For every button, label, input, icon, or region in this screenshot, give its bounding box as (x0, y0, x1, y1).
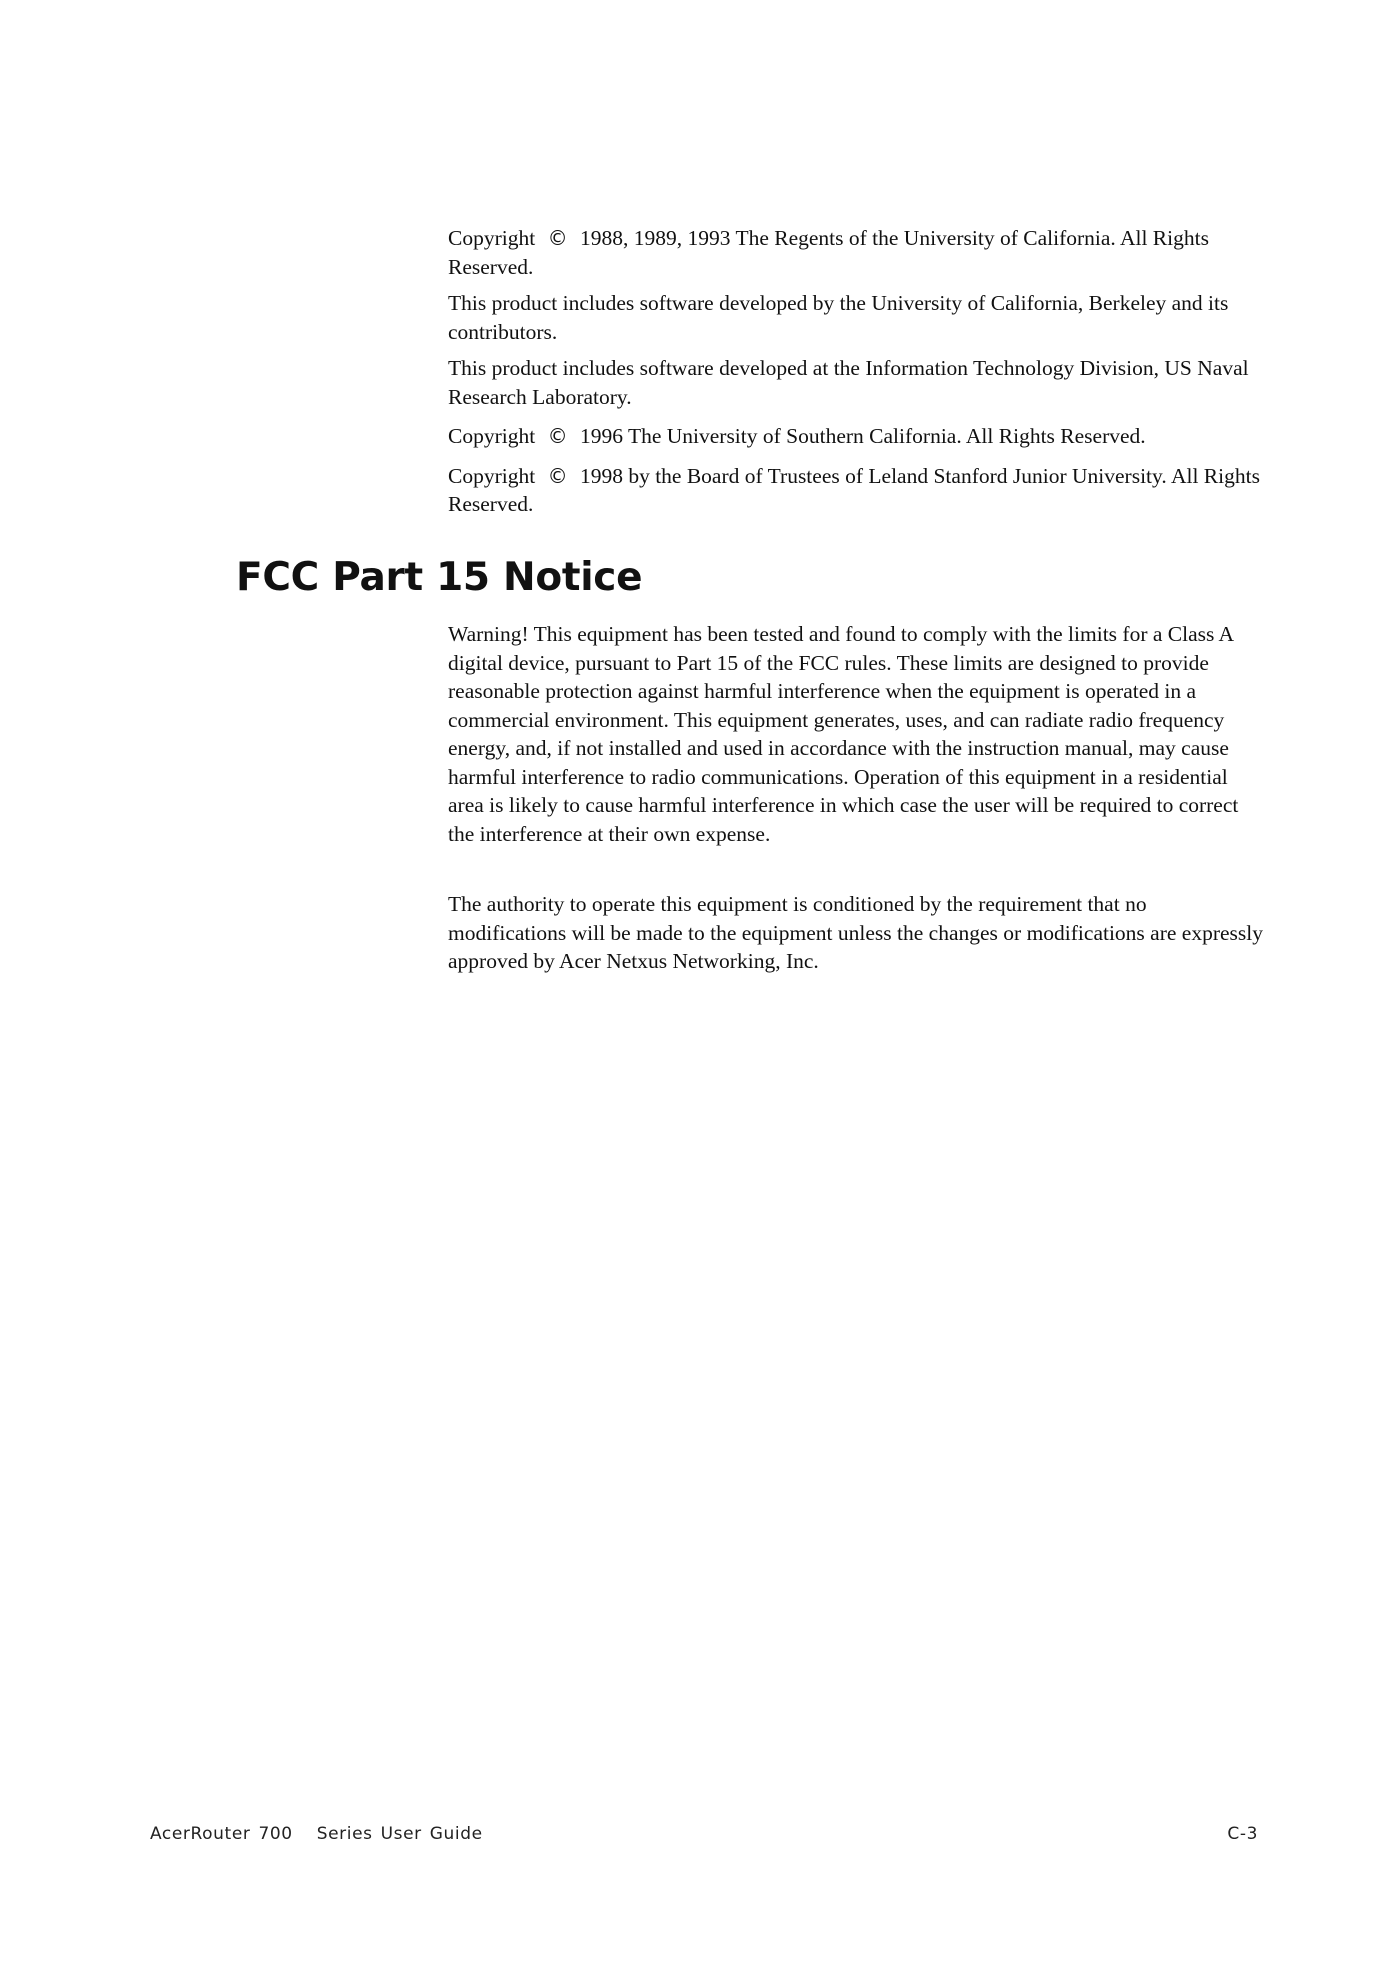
copyright-label: Copyright (448, 226, 536, 250)
copyright-notice-berkeley (448, 224, 1268, 281)
copyright-notice-usc (448, 422, 1268, 451)
copyright-text: 1998 by the Board of Trustees of Leland Stanford Junior University. All Rights Reserved. (448, 463, 1260, 516)
berkeley-attribution: This product includes software developed by the University of California, Berkeley and its contributors. (448, 291, 1229, 344)
copyright-symbol: © (547, 226, 568, 250)
copyright-notice-stanford (448, 462, 1268, 519)
fcc-notice-body (448, 620, 1268, 976)
fcc-warning-paragraph: Warning! This equipment has been tested and found to comply with the limits for a Class A digital device, pursuant to Part 15 of the FCC rules. These limits are designed to provide reasonable protection against harmful interference when the equipment is operated in a commercial environment. This equipment generates, uses, and can radiate radio frequency energy, and, if not installed and used in accordance with the instruction manual, may cause harmful interference to radio communications. Operation of this equipment in a residential area is likely to cause harmful interference in which case the user will be required to correct the interference at their own expense. (448, 622, 1239, 846)
copyright-symbol: © (547, 424, 568, 448)
fcc-authority-paragraph: The authority to operate this equipment is conditioned by the requirement that no modifications will be made to the equipment unless the changes or modifications are expressly approved by Acer Netxus Networking, Inc. (448, 892, 1263, 973)
section-heading-fcc: FCC Part 15 Notice (236, 555, 643, 600)
naval-research-attribution: This product includes software developed at the Information Technology Division, US Naval Research Laboratory. (448, 356, 1249, 409)
copyright-symbol: © (547, 463, 568, 488)
copyright-label: Copyright (448, 424, 536, 448)
footer-guide-title: AcerRouter 700 Series User Guide (150, 1824, 483, 1844)
copyright-notices (448, 224, 1268, 527)
copyright-text: 1996 The University of Southern California. All Rights Reserved. (579, 424, 1146, 448)
copyright-text: 1988, 1989, 1993 The Regents of the University of California. All Rights Reserved. (448, 226, 1209, 279)
copyright-label: Copyright (448, 463, 536, 488)
footer-page-number: C-3 (1227, 1824, 1258, 1844)
